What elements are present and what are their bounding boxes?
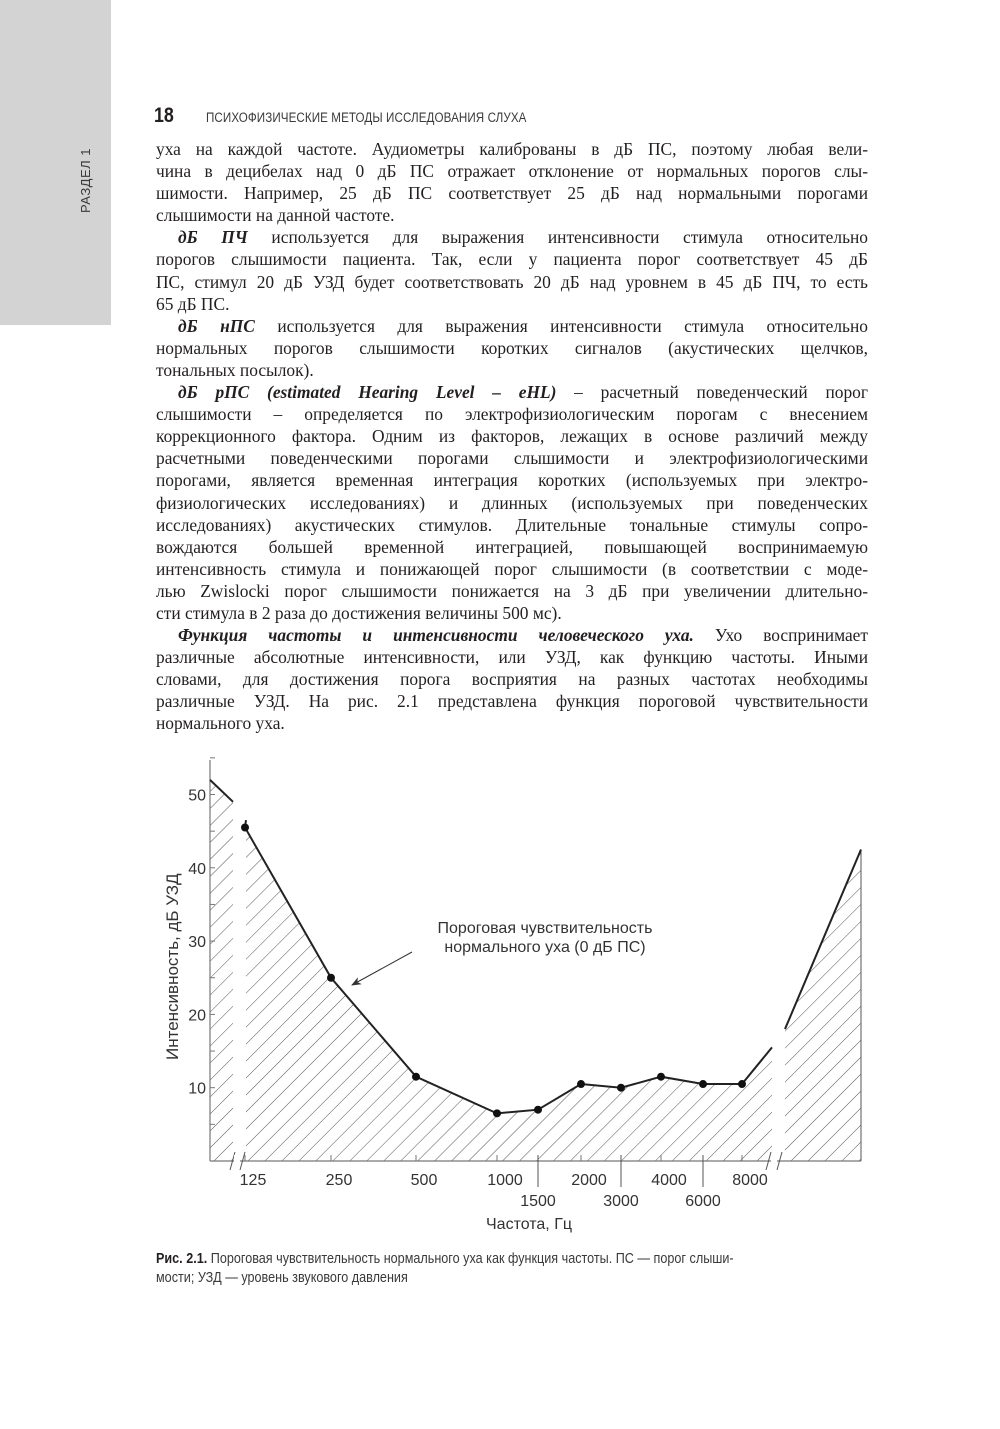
text-line: коррекционного фактора. Одним из факторов, лежащих в основе различий между <box>156 426 868 447</box>
text-line: шимости. Например, 25 дБ ПС соответствует 25 дБ над нормальными порогами <box>156 183 868 204</box>
text-line: сти стимула в 2 раза до достижения величины 500 мс). <box>156 602 562 623</box>
body-text <box>156 138 868 735</box>
svg-text:8000: 8000 <box>732 1172 768 1189</box>
running-title: ПСИХОФИЗИЧЕСКИЕ МЕТОДЫ ИССЛЕДОВАНИЯ СЛУХА <box>206 110 527 125</box>
text-line: уха на каждой частоте. Аудиометры калиброваны в дБ ПС, поэтому любая вели- <box>156 139 868 159</box>
svg-text:250: 250 <box>325 1172 353 1189</box>
paragraph-db-sl <box>156 226 868 314</box>
text-line: расчетными поведенческими порогами слышимости и электрофизиологическими <box>156 448 868 469</box>
annotation-arrow-icon <box>352 952 412 985</box>
text-line: нормальных порогов слышимости коротких сигналов (акустических щелчков, <box>156 337 868 358</box>
hatched-area-below-threshold <box>210 780 861 1161</box>
term-frequency-intensity: Функция частоты и интенсивности человеческого уха. <box>178 625 694 646</box>
x-axis-tick-labels <box>240 1172 768 1210</box>
svg-text:30: 30 <box>188 934 206 952</box>
paragraph-audiometer-calibration <box>156 138 868 226</box>
figure-2-1-chart <box>150 750 880 1240</box>
text-line: интенсивность стимула и понижающей порог слышимости (в соответствии с моде- <box>156 558 868 579</box>
term-db-sl: дБ ПЧ <box>178 227 248 248</box>
text-line: 65 дБ ПС. <box>156 293 230 314</box>
text-line: порогов слышимости пациента. Так, если у пациента порог соответствует 45 дБ <box>156 249 868 270</box>
text-line: исследованиях) акустических стимулов. Длительные тональные стимулы сопро- <box>156 514 868 535</box>
annotation-line-2: нормального уха (0 дБ ПС) <box>444 939 646 956</box>
svg-text:1000: 1000 <box>487 1172 523 1189</box>
svg-text:4000: 4000 <box>651 1172 687 1189</box>
svg-text:500: 500 <box>410 1172 438 1189</box>
text-line: Функция частоты и интенсивности человеческого уха. Ухо воспринимает <box>178 625 868 646</box>
svg-text:6000: 6000 <box>685 1193 721 1210</box>
x-axis-label: Частота, Гц <box>486 1216 573 1233</box>
paragraph-frequency-intensity <box>156 624 868 734</box>
svg-text:20: 20 <box>188 1007 206 1025</box>
svg-text:1500: 1500 <box>520 1193 556 1210</box>
text-line: дБ ПЧ используется для выражения интенсивности стимула относительно <box>178 227 868 248</box>
caption-label: Рис. 2.1. <box>156 1251 208 1267</box>
svg-text:3000: 3000 <box>603 1193 639 1210</box>
y-axis-label: Интенсивность, дБ УЗД <box>163 873 182 1060</box>
svg-text:2000: 2000 <box>571 1172 607 1189</box>
y-axis-tick-labels <box>188 788 206 1098</box>
term-db-nhl: дБ нПС <box>178 315 255 336</box>
text-line: физиологических исследованиях) и длинных (используемых при поведенческих <box>156 492 868 513</box>
curve-annotation <box>352 920 652 985</box>
text-line: ПС, стимул 20 дБ УЗД будет соответствовать 20 дБ над уровнем в 45 дБ ПЧ, то есть <box>156 271 868 292</box>
text-line: чина в децибелах над 0 дБ ПС отражает отклонение от нормальных порогов слы- <box>156 161 868 182</box>
text-line: лью Zwislocki порог слышимости понижается на 3 дБ при увеличении длительно- <box>156 580 868 601</box>
text-line: различные абсолютные интенсивности, или УЗД, как функцию частоты. Иными <box>156 647 868 668</box>
svg-text:125: 125 <box>239 1172 267 1189</box>
text-line: дБ нПС используется для выражения интенсивности стимула относительно <box>178 315 868 336</box>
text-line: слышимости на данной частоте. <box>156 205 395 226</box>
paragraph-db-ehl <box>156 381 868 624</box>
section-side-tab <box>0 0 111 325</box>
svg-text:50: 50 <box>188 787 206 805</box>
running-header <box>154 104 579 128</box>
text-line: порогами, является временная интеграция коротких (используемых при электро- <box>156 470 868 491</box>
text-line: дБ рПС (estimated Hearing Level – eHL) – расчетный поведенческий порог <box>178 382 868 403</box>
text-line: вождаются большей временной интеграцией, повышающей воспринимаемую <box>156 536 868 557</box>
svg-text:10: 10 <box>188 1080 206 1098</box>
figure-caption <box>156 1250 868 1288</box>
svg-text:40: 40 <box>188 860 206 878</box>
page-number: 18 <box>154 104 174 127</box>
threshold-chart-svg <box>150 750 880 1240</box>
text-line: словами, для достижения порога восприятия на разных частотах необходимы <box>156 669 868 690</box>
text-line: слышимости – определяется по электрофизиологическим порогам с внесением <box>156 404 868 425</box>
paragraph-db-nhl <box>156 315 868 381</box>
text-line: различные УЗД. На рис. 2.1 представлена функция пороговой чувствительности <box>156 691 868 712</box>
section-label: РАЗДЕЛ 1 <box>78 147 93 213</box>
annotation-line-1: Пороговая чувствительность <box>437 920 653 937</box>
term-db-ehl: дБ рПС (estimated Hearing Level – eHL) <box>178 382 557 403</box>
caption-text: Пороговая чувствительность нормального уха как функция частоты. ПС — порог слыши- <box>207 1251 734 1267</box>
text-line: тональных посылок). <box>156 359 314 380</box>
text-line: нормального уха. <box>156 713 285 734</box>
caption-text: мости; УЗД — уровень звукового давления <box>156 1270 408 1286</box>
